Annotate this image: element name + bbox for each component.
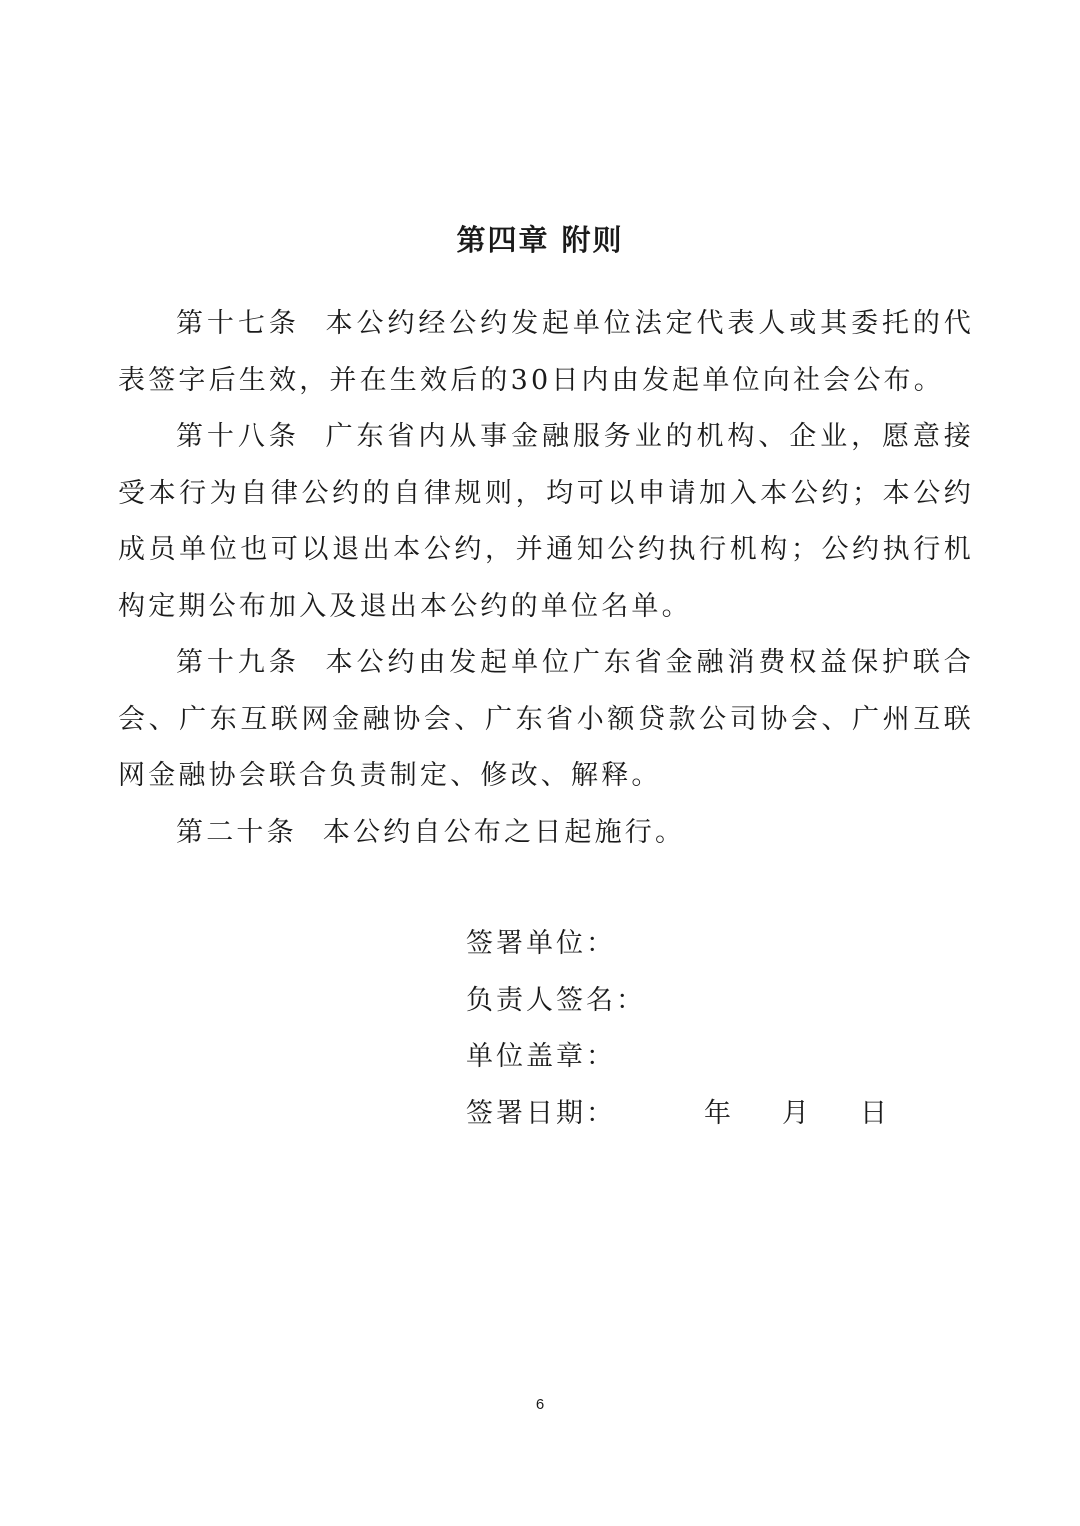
date-month: 月	[782, 1097, 812, 1129]
article-17	[118, 296, 974, 409]
article-number: 第二十条	[176, 816, 297, 848]
article-19	[118, 635, 974, 805]
article-text: 广东省内从事金融服务业的机构、企业，愿意接受本行为自律公约的自律规则，均可以申请加入本公约；本公约成员单位也可以退出本公约，并通知公约执行机构；公约执行机构定期公布加入及退出本公约的单位名单。	[118, 421, 974, 622]
signing-unit-line	[466, 916, 890, 973]
article-text: 本公约经公约发起单位法定代表人或其委托的代表签字后生效，并在生效后的30日内由发起单位向社会公布。	[118, 308, 974, 396]
signing-date-line	[466, 1086, 890, 1143]
article-18	[118, 409, 974, 635]
signature-block	[466, 916, 890, 1142]
article-number: 第十九条	[176, 647, 300, 678]
article-20	[118, 805, 974, 862]
unit-seal-label: 单位盖章：	[466, 1041, 616, 1072]
signing-date-label: 签署日期：	[466, 1097, 616, 1129]
responsible-person-label: 负责人签名：	[466, 984, 646, 1016]
date-year: 年	[704, 1097, 734, 1129]
article-text: 本公约由发起单位广东省金融消费权益保护联合会、广东互联网金融协会、广东省小额贷款公司协会、广州互联网金融协会联合负责制定、修改、解释。	[118, 647, 974, 791]
article-text: 本公约自公布之日起施行。	[322, 816, 686, 848]
article-number: 第十七条	[176, 308, 300, 339]
chapter-title: 第四章 附则	[456, 223, 624, 257]
signing-unit-label: 签署单位：	[466, 928, 616, 959]
responsible-person-line	[466, 973, 890, 1030]
article-number: 第十八条	[176, 421, 300, 452]
date-day: 日	[860, 1097, 890, 1129]
articles-body	[118, 296, 974, 861]
unit-seal-line	[466, 1029, 890, 1086]
page-number: 6	[535, 1396, 545, 1413]
